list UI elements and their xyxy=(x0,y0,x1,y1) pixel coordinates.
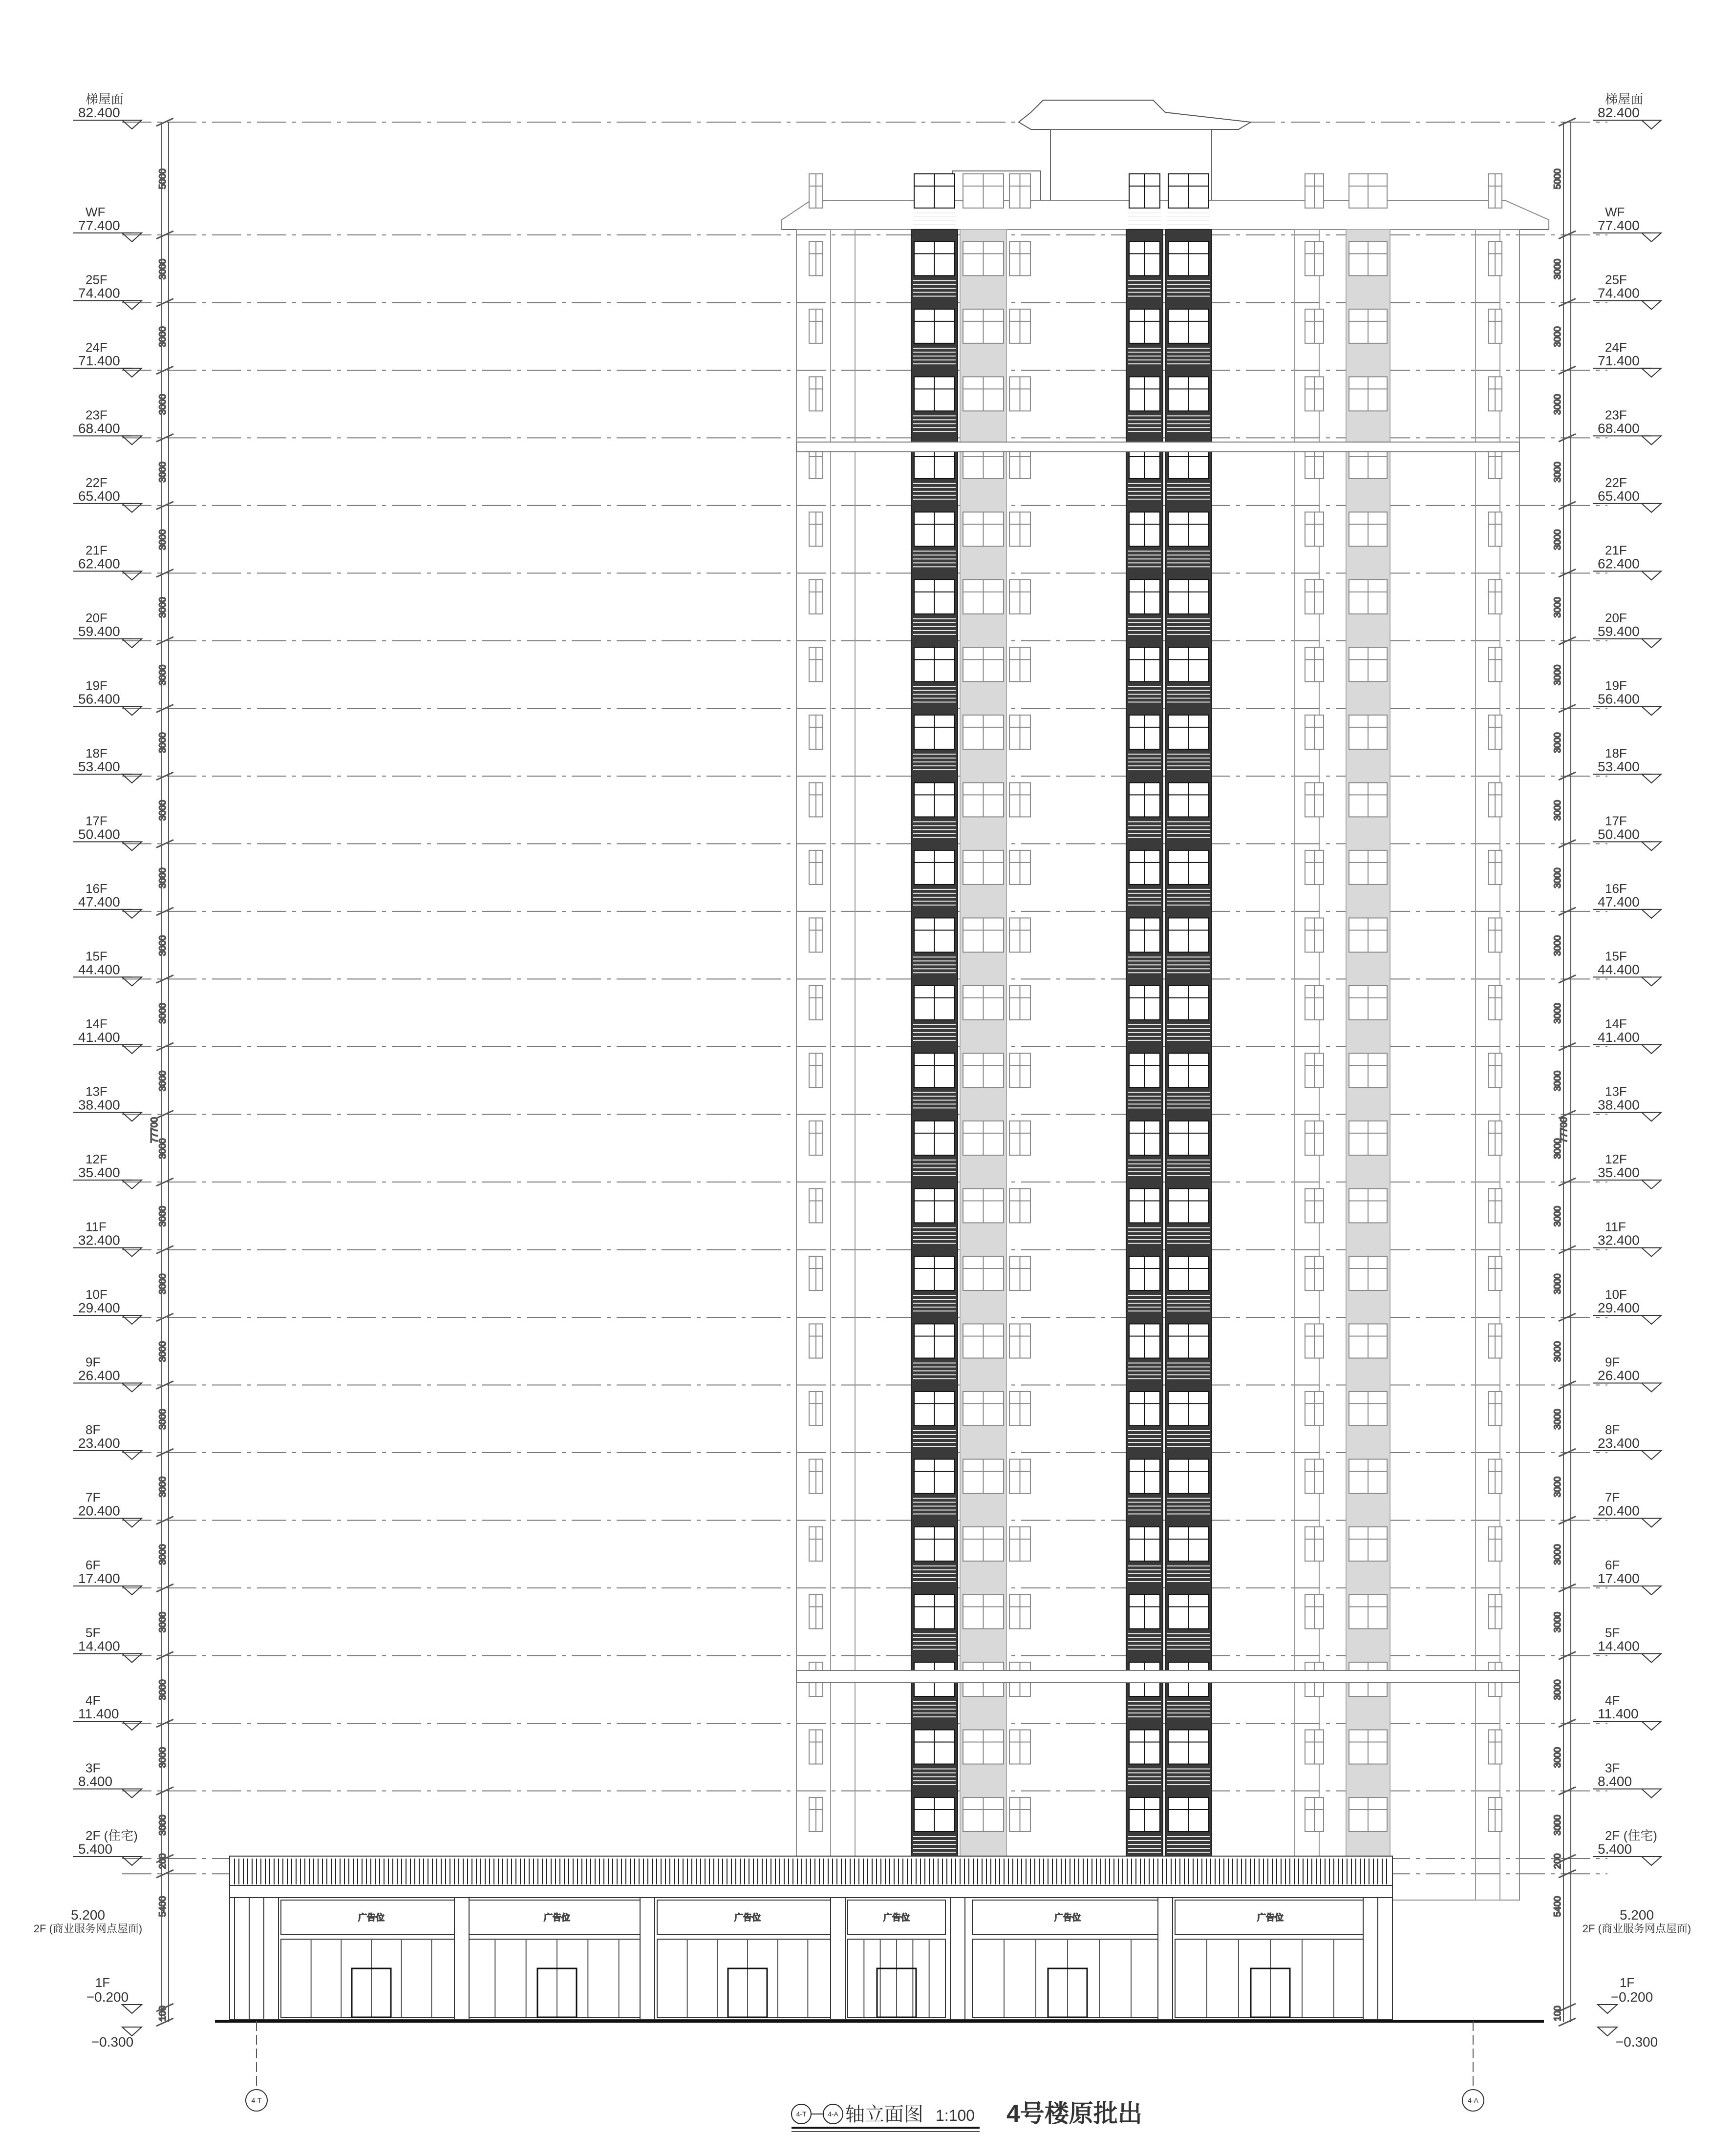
level-value: 20.400 xyxy=(78,1503,120,1519)
dim-label: 3000 xyxy=(1553,326,1563,347)
dim-label: 3000 xyxy=(158,1409,168,1430)
level-name: 25F xyxy=(1605,272,1627,287)
podium-column xyxy=(454,1898,469,2020)
level-value: 59.400 xyxy=(78,623,120,639)
level-triangle xyxy=(1642,368,1661,377)
level-triangle xyxy=(1642,1315,1661,1324)
level-value: 17.400 xyxy=(78,1570,120,1586)
title-bubble-right: 4-A xyxy=(828,2110,838,2118)
level-value: 74.400 xyxy=(1598,285,1640,301)
level-triangle xyxy=(1642,1045,1661,1054)
level-name: 8F xyxy=(1605,1422,1620,1437)
level-triangle xyxy=(1642,977,1661,986)
dimension-chain-left xyxy=(150,118,173,2026)
level-triangle xyxy=(1642,1518,1661,1527)
dim-label: 3000 xyxy=(158,1003,168,1024)
shop-sign-text: 广告位 xyxy=(544,1913,570,1923)
level-triangle xyxy=(1642,300,1661,309)
level-triangle xyxy=(1642,1451,1661,1459)
shop-sign-text: 广告位 xyxy=(1257,1913,1284,1923)
tower-left-pier xyxy=(831,230,855,1900)
level-name: 17F xyxy=(86,813,107,828)
dim-label: 3000 xyxy=(158,800,168,821)
level-triangle xyxy=(122,1451,142,1459)
dim-label: 3000 xyxy=(158,1138,168,1159)
level-value: 26.400 xyxy=(78,1368,120,1383)
dim-label: 3000 xyxy=(158,664,168,686)
level-name: 22F xyxy=(1605,475,1627,490)
level-name: 18F xyxy=(1605,745,1627,761)
level-name: 6F xyxy=(1605,1557,1620,1572)
dim-label: 3000 xyxy=(158,1815,168,1836)
level-tags-right xyxy=(1593,92,1661,1865)
dim-label-total: 77700 xyxy=(1559,1117,1569,1143)
commercial-roof-note: 2F (商业服务网点屋面) xyxy=(33,1923,143,1935)
dim-label: 3000 xyxy=(1553,462,1563,483)
level-value: 53.400 xyxy=(78,759,120,774)
level-triangle xyxy=(1642,571,1661,580)
roof-eave xyxy=(782,200,1549,230)
level-name: 2F (住宅) xyxy=(1605,1828,1657,1843)
level-value: 29.400 xyxy=(78,1300,120,1315)
level-value: 11.400 xyxy=(78,1706,119,1721)
level-triangle xyxy=(122,571,142,580)
level-value: 35.400 xyxy=(1598,1164,1640,1180)
level-name: 3F xyxy=(86,1760,101,1776)
level-triangle xyxy=(122,1383,142,1392)
commercial-roof-note: 2F (商业服务网点屋面) xyxy=(1582,1923,1691,1935)
level-value: 82.400 xyxy=(1598,105,1640,120)
title-bubble-left: 4-T xyxy=(796,2110,807,2118)
level-triangle xyxy=(122,1518,142,1527)
dim-label: 3000 xyxy=(158,529,168,550)
level-triangle xyxy=(122,1180,142,1189)
level-triangle xyxy=(1642,1112,1661,1121)
dim-label: 3000 xyxy=(1553,935,1563,956)
dim-label: 3000 xyxy=(158,326,168,347)
level-name: 15F xyxy=(86,949,107,964)
dim-label: 3000 xyxy=(1553,394,1563,415)
level-value: 11.400 xyxy=(1598,1706,1639,1721)
level-value: 50.400 xyxy=(1598,826,1640,842)
dim-label: 3000 xyxy=(1553,1273,1563,1294)
level-name: 4F xyxy=(86,1692,101,1708)
podium-parapet xyxy=(230,1885,1392,1898)
dim-label-plinth: 100 xyxy=(158,2006,168,2021)
level-value: 35.400 xyxy=(78,1164,120,1180)
dim-label: 3000 xyxy=(158,1611,168,1633)
level-triangle xyxy=(122,1721,142,1730)
base-value: −0.300 xyxy=(1615,2034,1658,2050)
podium-column xyxy=(950,1898,965,2020)
level-name: 22F xyxy=(86,475,107,490)
level-value: 82.400 xyxy=(78,105,120,120)
level-triangle xyxy=(122,436,142,444)
level-triangle xyxy=(1642,1180,1661,1189)
level-name: 3F xyxy=(1605,1760,1620,1776)
level-value: 14.400 xyxy=(1598,1638,1640,1654)
axis-label-right: 4-A xyxy=(1468,2096,1478,2104)
level-triangle xyxy=(1642,639,1661,648)
dim-label-total: 77700 xyxy=(150,1117,160,1143)
level-name: 24F xyxy=(86,339,107,355)
level-value: 8.400 xyxy=(1598,1774,1632,1789)
level-triangle xyxy=(122,1112,142,1121)
shop-sign-text: 广告位 xyxy=(358,1913,385,1923)
level-triangle xyxy=(122,706,142,715)
level-value: 62.400 xyxy=(78,556,120,571)
level-triangle xyxy=(122,639,142,648)
dim-label: 3000 xyxy=(158,1070,168,1092)
level-name: 5F xyxy=(1605,1625,1620,1640)
level-value: 26.400 xyxy=(1598,1368,1640,1383)
level-triangle xyxy=(122,1315,142,1324)
level-triangle xyxy=(1642,1247,1661,1256)
commercial-roof-value: 5.200 xyxy=(70,1907,106,1923)
level-name: WF xyxy=(86,204,106,219)
ground-tag-left xyxy=(86,1975,142,2050)
level-value: 77.400 xyxy=(78,217,120,233)
level-name: 9F xyxy=(1605,1354,1620,1370)
dim-label: 3000 xyxy=(1553,800,1563,821)
dim-label: 3000 xyxy=(1553,1341,1563,1362)
dim-label: 3000 xyxy=(1553,1747,1563,1768)
level-name: 15F xyxy=(1605,949,1627,964)
level-value: 47.400 xyxy=(78,894,120,909)
level-name: 21F xyxy=(86,543,107,558)
level-triangle xyxy=(122,1586,142,1595)
commercial-roof-value: 5.200 xyxy=(1619,1907,1654,1923)
shop-units xyxy=(235,1898,1378,2020)
level-triangle xyxy=(122,1247,142,1256)
level-name: 16F xyxy=(86,881,107,896)
level-name: 7F xyxy=(1605,1490,1620,1505)
level-value: 56.400 xyxy=(78,691,120,707)
podium-column xyxy=(1363,1898,1378,2020)
level-name: 13F xyxy=(86,1084,107,1099)
level-name: 10F xyxy=(86,1287,107,1302)
level-triangle xyxy=(1642,842,1661,850)
level-value: 59.400 xyxy=(1598,623,1640,639)
dim-label: 3000 xyxy=(1553,1544,1563,1565)
dim-label-parapet: 200 xyxy=(158,1853,168,1869)
level-name: 23F xyxy=(86,407,107,423)
level-triangle xyxy=(1642,436,1661,444)
level-value: 20.400 xyxy=(1598,1503,1640,1519)
belt-course-upper xyxy=(796,442,1519,452)
dim-label: 3000 xyxy=(1553,1138,1563,1159)
dim-label: 3000 xyxy=(158,1544,168,1565)
level-value: 68.400 xyxy=(1598,421,1640,436)
level-name: 20F xyxy=(1605,610,1627,625)
dim-label: 3000 xyxy=(1553,1679,1563,1700)
dim-label: 3000 xyxy=(1553,1409,1563,1430)
level-name: 梯屋面 xyxy=(86,92,124,106)
level-name: 11F xyxy=(86,1219,107,1234)
level-value: 14.400 xyxy=(78,1638,120,1654)
ground-name: 1F xyxy=(1619,1975,1635,1990)
level-name: 6F xyxy=(86,1557,101,1572)
level-value: 29.400 xyxy=(1598,1300,1640,1315)
podium-column xyxy=(264,1898,278,2020)
podium-column xyxy=(235,1898,249,2020)
axis-marker-left xyxy=(246,2021,267,2111)
level-triangle xyxy=(1642,1383,1661,1392)
level-value: 50.400 xyxy=(78,826,120,842)
dim-label: 5000 xyxy=(1553,169,1563,190)
level-value: 71.400 xyxy=(78,353,120,368)
axis-marker-right xyxy=(1462,2021,1484,2111)
shop-sign-text: 广告位 xyxy=(883,1913,910,1923)
dim-label: 3000 xyxy=(158,1679,168,1700)
title-scale: 1:100 xyxy=(936,2107,975,2124)
level-triangle xyxy=(122,1857,142,1865)
dim-label: 3000 xyxy=(158,1341,168,1362)
dim-label: 3000 xyxy=(158,462,168,483)
podium-column xyxy=(640,1898,655,2020)
roof-pavilion-cap xyxy=(1019,100,1251,129)
dim-label: 3000 xyxy=(158,867,168,888)
level-triangle xyxy=(122,120,142,129)
level-triangle xyxy=(1642,1586,1661,1595)
level-name: 11F xyxy=(1605,1219,1626,1234)
level-name: 23F xyxy=(1605,407,1627,423)
shop-sign-text: 广告位 xyxy=(1054,1913,1081,1923)
level-triangle xyxy=(122,1789,142,1797)
level-value: 8.400 xyxy=(78,1774,113,1789)
level-name: 5F xyxy=(86,1625,101,1640)
dim-label-shop: 5400 xyxy=(158,1896,168,1917)
base-value: −0.300 xyxy=(91,2034,134,2050)
dim-label: 3000 xyxy=(1553,1611,1563,1633)
commercial-roof-tag-left xyxy=(34,1907,142,1935)
level-name: 2F (住宅) xyxy=(86,1828,138,1843)
podium-column xyxy=(831,1898,845,2020)
level-name: 14F xyxy=(1605,1016,1627,1031)
level-name: 19F xyxy=(86,678,107,693)
dim-label: 3000 xyxy=(1553,529,1563,550)
level-value: 44.400 xyxy=(78,962,120,977)
level-name: 14F xyxy=(86,1016,107,1031)
level-name: 4F xyxy=(1605,1692,1620,1708)
level-value: 5.400 xyxy=(1598,1841,1632,1857)
level-name: 24F xyxy=(1605,339,1627,355)
level-value: 74.400 xyxy=(78,285,120,301)
level-value: 38.400 xyxy=(78,1097,120,1113)
level-value: 62.400 xyxy=(1598,556,1640,571)
level-triangle xyxy=(1642,233,1661,242)
level-triangle xyxy=(122,233,142,242)
dim-label-plinth: 100 xyxy=(1553,2006,1563,2021)
dim-label: 5000 xyxy=(158,169,168,190)
title-text: 轴立面图 xyxy=(845,2104,923,2125)
dim-label: 3000 xyxy=(158,1476,168,1498)
dim-label: 3000 xyxy=(1553,1070,1563,1092)
level-triangle xyxy=(1642,120,1661,129)
level-value: 65.400 xyxy=(78,488,120,504)
level-name: 18F xyxy=(86,745,107,761)
level-triangle xyxy=(122,1653,142,1662)
dimension-chain-right xyxy=(1553,118,1576,2026)
level-value: 41.400 xyxy=(78,1029,120,1045)
drawing-title xyxy=(792,2100,1142,2132)
dim-label: 3000 xyxy=(158,258,168,280)
level-name: 20F xyxy=(86,610,107,625)
level-value: 23.400 xyxy=(78,1435,120,1451)
dim-label: 3000 xyxy=(1553,1003,1563,1024)
level-name: 12F xyxy=(1605,1151,1627,1166)
level-name: 梯屋面 xyxy=(1605,92,1644,106)
level-name: 10F xyxy=(1605,1287,1627,1302)
level-triangle xyxy=(1642,706,1661,715)
dim-label: 3000 xyxy=(158,1205,168,1227)
level-name: 17F xyxy=(1605,813,1627,828)
level-value: 68.400 xyxy=(78,421,120,436)
approval-label: 4号楼原批出 xyxy=(1006,2100,1142,2127)
level-name: 21F xyxy=(1605,543,1627,558)
dim-label: 3000 xyxy=(1553,867,1563,888)
level-value: 38.400 xyxy=(1598,1097,1640,1113)
level-name: 19F xyxy=(1605,678,1627,693)
level-value: 65.400 xyxy=(1598,488,1640,504)
dim-label: 3000 xyxy=(158,597,168,618)
dim-label: 3000 xyxy=(1553,597,1563,618)
commercial-roof-tag-right xyxy=(1583,1907,1691,1935)
level-triangle xyxy=(1642,1653,1661,1662)
level-name: 25F xyxy=(86,272,107,287)
level-name: 8F xyxy=(86,1422,101,1437)
dim-label: 3000 xyxy=(158,1747,168,1768)
level-value: 32.400 xyxy=(78,1232,120,1248)
dim-label: 3000 xyxy=(158,732,168,753)
level-triangle xyxy=(1642,1721,1661,1730)
ground-name: 1F xyxy=(95,1975,110,1990)
dim-label: 3000 xyxy=(1553,1815,1563,1836)
level-value: 23.400 xyxy=(1598,1435,1640,1451)
level-triangle xyxy=(1642,1857,1661,1865)
level-value: 41.400 xyxy=(1598,1029,1640,1045)
dim-label: 3000 xyxy=(158,394,168,415)
level-triangle xyxy=(1642,1789,1661,1797)
ground-tag-right xyxy=(1598,1975,1658,2050)
level-name: 12F xyxy=(86,1151,107,1166)
level-value: 17.400 xyxy=(1598,1570,1640,1586)
shop-sign-text: 广告位 xyxy=(734,1913,761,1923)
level-value: 56.400 xyxy=(1598,691,1640,707)
dim-label: 3000 xyxy=(1553,258,1563,280)
level-triangle xyxy=(122,300,142,309)
dim-label-parapet: 200 xyxy=(1553,1853,1563,1869)
level-value: 77.400 xyxy=(1598,217,1640,233)
commercial-podium xyxy=(215,1856,1544,2021)
level-value: 44.400 xyxy=(1598,962,1640,977)
level-value: 5.400 xyxy=(78,1841,113,1857)
dim-label: 3000 xyxy=(1553,732,1563,753)
level-triangle xyxy=(122,504,142,512)
dim-label: 3000 xyxy=(1553,1476,1563,1498)
level-triangle xyxy=(1642,774,1661,783)
level-triangle xyxy=(122,368,142,377)
dim-label: 3000 xyxy=(1553,1205,1563,1227)
level-name: 9F xyxy=(86,1354,101,1370)
level-triangle xyxy=(122,1045,142,1054)
level-name: 16F xyxy=(1605,881,1627,896)
level-triangle xyxy=(122,977,142,986)
level-triangle xyxy=(122,842,142,850)
dim-label-shop: 5400 xyxy=(1553,1896,1563,1917)
level-triangle xyxy=(122,909,142,918)
axis-label-left: 4-T xyxy=(251,2096,262,2104)
level-value: 47.400 xyxy=(1598,894,1640,909)
ground-value: −0.200 xyxy=(86,1989,129,2005)
level-value: 71.400 xyxy=(1598,353,1640,368)
podium-column xyxy=(1158,1898,1173,2020)
level-triangle xyxy=(1642,504,1661,512)
dim-label: 3000 xyxy=(1553,664,1563,686)
ground-value: −0.200 xyxy=(1610,1989,1653,2005)
level-name: 13F xyxy=(1605,1084,1627,1099)
level-name: 7F xyxy=(86,1490,101,1505)
level-value: 53.400 xyxy=(1598,759,1640,774)
dim-label: 3000 xyxy=(158,935,168,956)
dim-label: 3000 xyxy=(158,1273,168,1294)
level-name: WF xyxy=(1605,204,1625,219)
belt-course-lower xyxy=(796,1670,1519,1683)
level-value: 32.400 xyxy=(1598,1232,1640,1248)
level-triangle xyxy=(1642,909,1661,918)
level-triangle xyxy=(122,774,142,783)
